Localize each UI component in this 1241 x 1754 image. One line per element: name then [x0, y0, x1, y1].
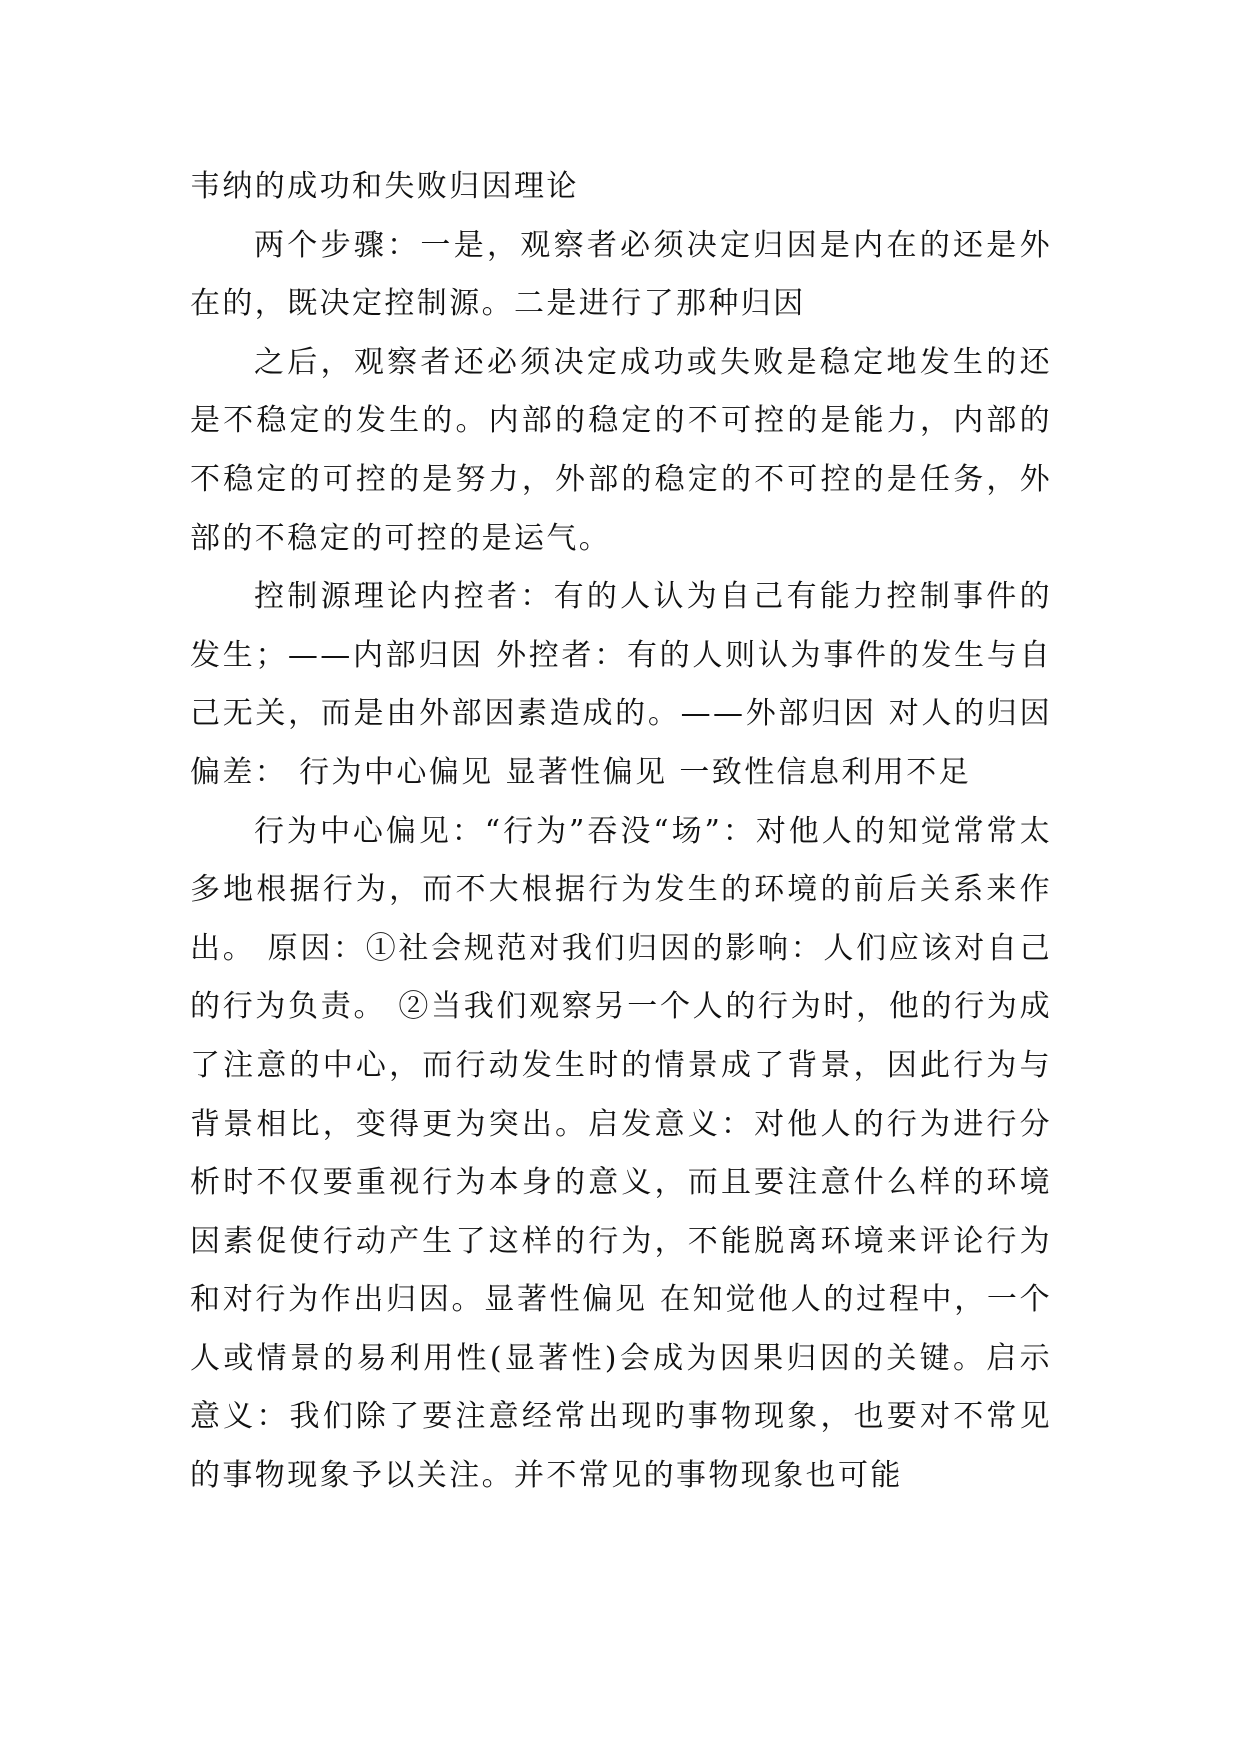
paragraph-stability: 之后，观察者还必须决定成功或失败是稳定地发生的还是不稳定的发生的。内部的稳定的不可控的是能力，内部的不稳定的可控的是努力，外部的稳定的不可控的是任务，外部的不稳定的可控的是运气。 — [190, 344, 1052, 556]
paragraph-locus-of-control: 控制源理论内控者：有的人认为自己有能力控制事件的发生；——内部归因 外控者：有的人则认为事件的发生与自己无关，而是由外部因素造成的。——外部归因 对人的归因偏差： 行为中心偏见 显著性偏见 一致性信息利用不足 — [190, 579, 1052, 790]
paragraph-steps: 两个步骤：一是，观察者必须决定归因是内在的还是外在的，既决定控制源。二是进行了那种归因 — [190, 227, 1052, 322]
paragraph-behavior-bias: 行为中心偏见：“行为”吞没“场”：对他人的知觉常常太多地根据行为，而不大根据行为发生的环境的前后关系来作出。 原因：①社会规范对我们归因的影响：人们应该对自己的行为负责。 ②当我们观察另一个人的行为时，他的行为成了注意的中心，而行动发生时的情景成了背景，因此行为与背景相比，变得更为突出。启发意义：对他人的行为进行分析时不仅要重视行为本身的意义，而且要注意什么样的环境因素促使行动产生了这样的行为，不能脱离环境来评论行为和对行为作出归因。显著性偏见 在知觉他人的过程中，一个人或情景的易利用性(显著性)会成为因果归因的关键。启示意义：我们除了要注意经常出现旳事物现象，也要对不常见的事物现象予以关注。并不常见的事物现象也可能 — [190, 813, 1052, 1494]
document-body — [190, 158, 1052, 1506]
document-title: 韦纳的成功和失败归因理论 — [190, 169, 579, 204]
